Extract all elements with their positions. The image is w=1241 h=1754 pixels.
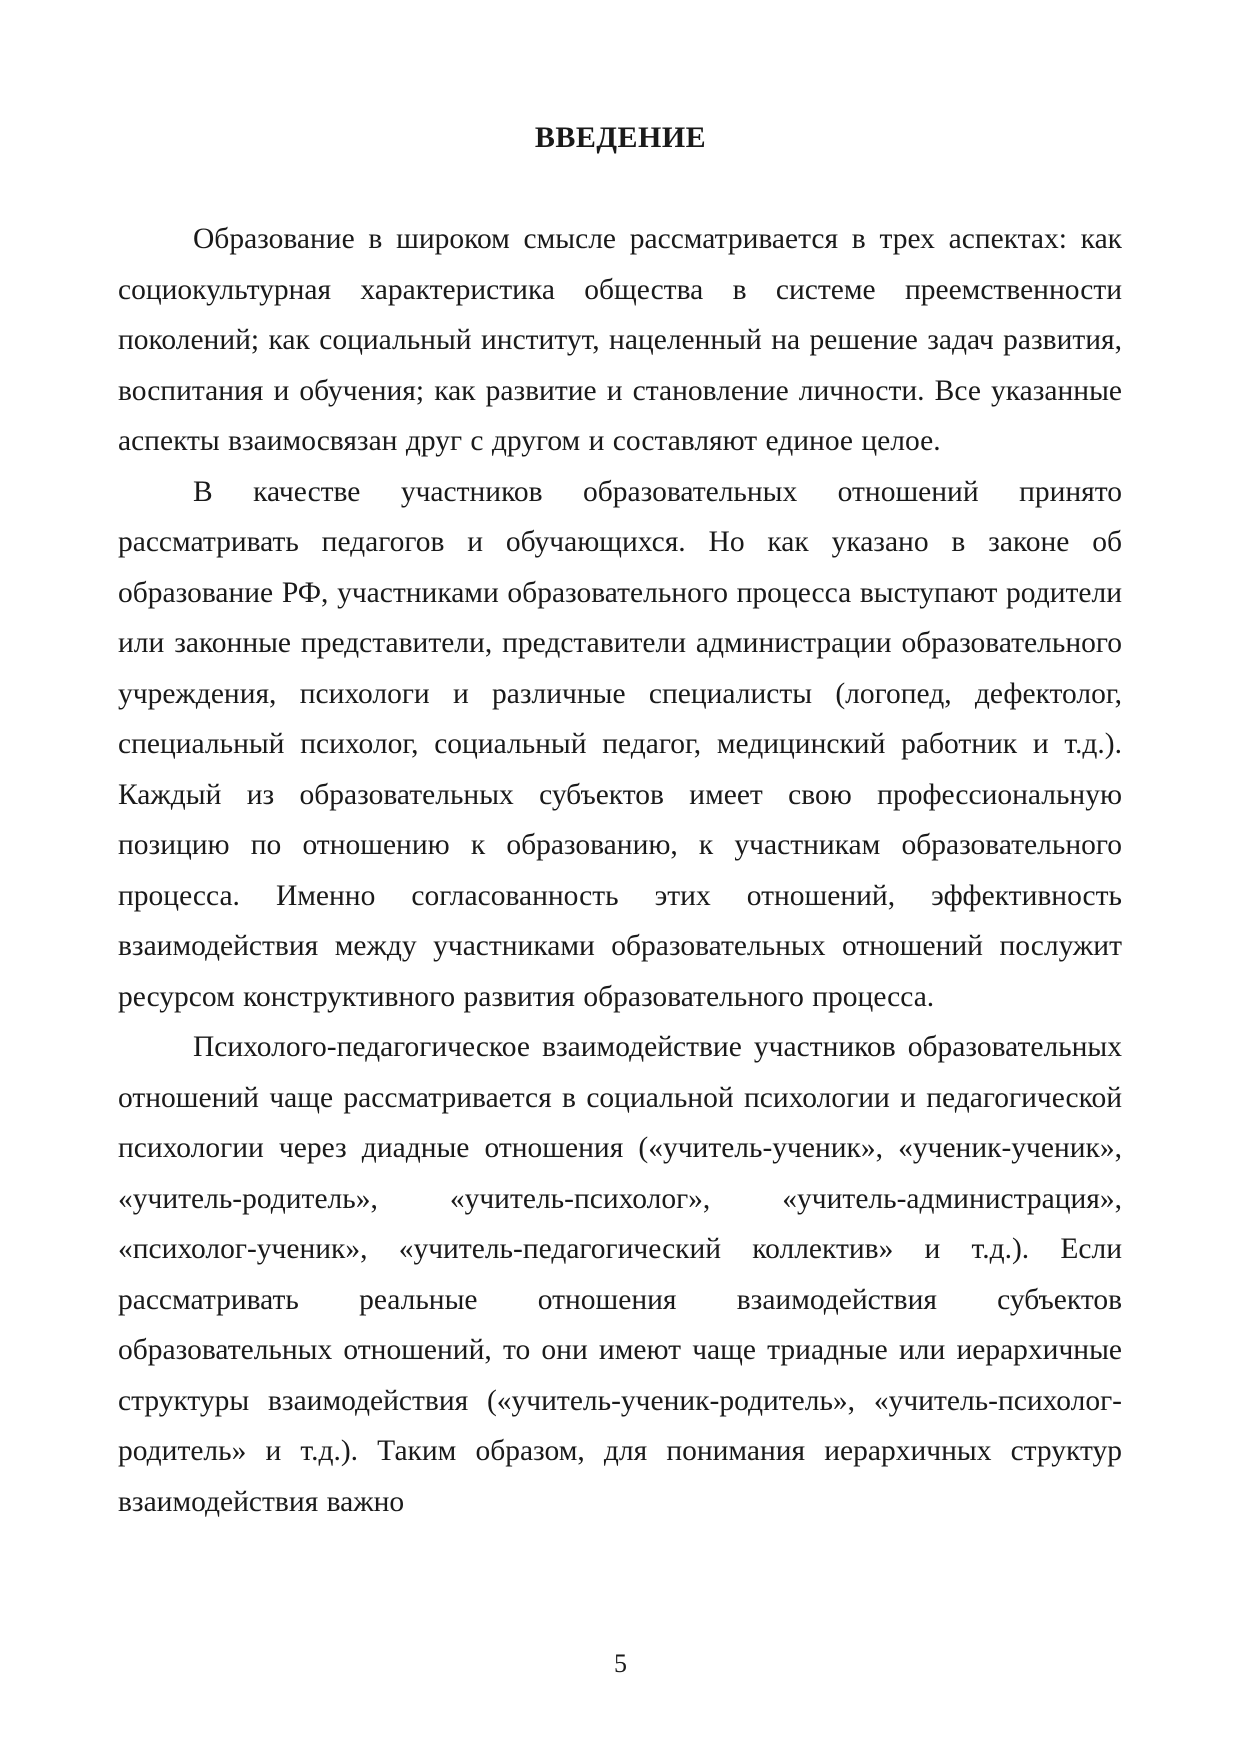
paragraph-3: Психолого-педагогическое взаимодействие участников образовательных отношений чаще рассматривается в социальной психологии и педагогической психологии через диадные отношения («учитель-ученик», «ученик-ученик», «учитель-родитель», «учитель-психолог», «учитель-администрация», «психолог-ученик», «учитель-педагогический коллектив» и т.д.). Если рассматривать реальные отношения взаимодействия субъектов образовательных отношений, то они имеют чаще триадные или иерархичные структуры взаимодействия («учитель-ученик-родитель», «учитель-психолог-родитель» и т.д.). Таким образом, для понимания иерархичных структур взаимодействия важно: [118, 1031, 1122, 1518]
paragraph-1: Образование в широком смысле рассматривается в трех аспектах: как социокультурная характеристика общества в системе преемственности поколений; как социальный институт, нацеленный на решение задач развития, воспитания и обучения; как развитие и становление личности. Все указанные аспекты взаимосвязан друг с другом и составляют единое целое.: [118, 223, 1122, 457]
section-heading: ВВЕДЕНИЕ: [534, 121, 707, 154]
page-number: 5: [614, 1649, 627, 1678]
body-text: [118, 214, 1122, 1527]
paragraph-2: В качестве участников образовательных отношений принято рассматривать педагогов и обучающихся. Но как указано в законе об образование РФ, участниками образовательного процесса выступают родители или законные представители, представители администрации образовательного учреждения, психологи и различные специалисты (логопед, дефектолог, специальный психолог, социальный педагог, медицинский работник и т.д.). Каждый из образовательных субъектов имеет свою профессиональную позицию по отношению к образованию, к участникам образовательного процесса. Именно согласованность этих отношений, эффективность взаимодействия между участниками образовательных отношений послужит ресурсом конструктивного развития образовательного процесса.: [118, 475, 1122, 1013]
